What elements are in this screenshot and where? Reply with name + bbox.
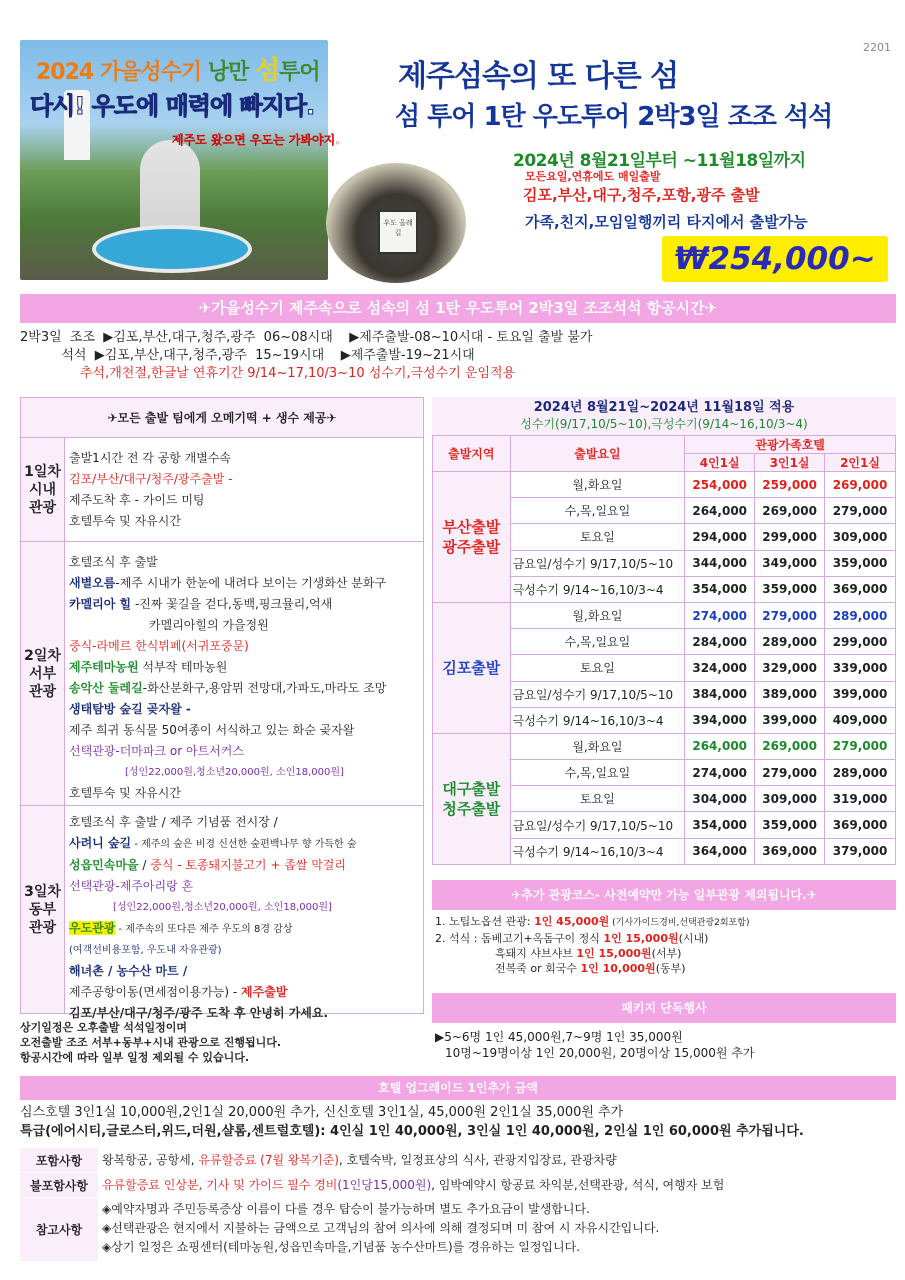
price-cell: 364,000 [685,838,755,864]
day-cell: 극성수기 9/14~16,10/3~4 [510,576,685,602]
itinerary-note [20,1020,424,1065]
price-cell: 409,000 [825,707,896,733]
note-line: 항공시간에 따라 일부 일정 제외될 수 있습니다. [20,1051,250,1064]
upgrade-body [20,1103,896,1141]
price-cell: 294,000 [685,524,755,550]
day-cell: 수,목,일요일 [510,760,685,786]
price-cell: 254,000 [685,472,755,498]
region-cell: 대구출발 청주출발 [433,733,511,864]
price-cell: 369,000 [755,838,825,864]
price-cell: 359,000 [755,812,825,838]
day-cell: 수,목,일요일 [510,629,685,655]
package-line: 10명~19명이상 1인 20,000원, 20명이상 15,000원 추가 [445,1046,755,1060]
header-right-2: 섬 투어 1탄 우도투어 2박3일 조조 석석 [395,102,833,132]
price-cell: 299,000 [755,524,825,550]
day3-line: 사려니 숲길 - 제주의 숲은 비경 신선한 숲편백나무 향 가득한 숲 [69,836,357,850]
header-right-4: 모든요일,연휴에도 매일출발 [525,170,661,183]
included-value: 왕복항공, 공항세, 유류할증료 (7월 왕복기준), 호텔숙박, 일정표상의 식사, 관광지입장료, 관광차량 [102,1153,617,1167]
day1-line: 호텔투숙 및 자유시간 [69,514,181,528]
day-cell: 극성수기 9/14~16,10/3~4 [510,707,685,733]
day-cell: 금요일/성수기 9/17,10/5~10 [510,550,685,576]
day2-line: 카멜리아 힐 -진짜 꽃길을 걷다,동백,핑크뮬리,억새 [69,597,333,611]
price-cell: 269,000 [755,498,825,524]
price-cell: 299,000 [825,629,896,655]
price-cell: 269,000 [825,472,896,498]
excluded-value: 유류할증료 인상분, 기사 및 가이드 필수 경비(1인당15,000원), 임박예약시 항공료 차익분,선택관광, 석식, 여행자 보험 [102,1178,725,1192]
price-cell: 279,000 [825,733,896,759]
day2-line: 카멜리아힐의 가을정원 [149,618,269,632]
price-cell: 389,000 [755,681,825,707]
price-cell: 354,000 [685,576,755,602]
price-cell: 379,000 [825,838,896,864]
header-right-5: 김포,부산,대구,청주,포항,광주 출발 [523,186,760,204]
day2-line: 송악산 둘레길-화산분화구,용암뮈 전망대,가파도,마라도 조망 [69,681,387,695]
day2-line: 호텔조식 후 출발 [69,555,158,569]
price-cell: 349,000 [755,550,825,576]
price-row [433,602,896,628]
day-cell: 토요일 [510,524,685,550]
col-2: 2인1실 [825,454,896,472]
price-header [432,397,896,435]
flight-line-3: 추석,개천절,한글날 연휴기간 9/14~17,10/3~10 성수기,극성수기 운임적용 [80,366,516,381]
upgrade-line: 심스호텔 3인1실 10,000원,2인1실 20,000원 추가, 신신호텔 3인1실, 45,000원 2인1실 35,000원 추가 [20,1105,624,1120]
day3-row [21,806,423,1020]
day1-label: 1일차 시내 관광 [21,438,65,541]
day-cell: 월,화요일 [510,602,685,628]
day2-label: 2일차 서부 관광 [21,542,65,805]
extra-line: 2. 석식 : 돔베고기+옥돔구이 정식 1인 15,000원(시내) [435,932,709,945]
day2-line: 제주 희귀 동식물 50여종이 서식하고 있는 화순 곶자왈 [69,723,355,737]
price-cell: 369,000 [825,576,896,602]
header-right-6: 가족,친지,모임일행끼리 타지에서 출발가능 [525,213,808,231]
excluded-label: 불포함사항 [20,1173,98,1197]
excluded-row [20,1173,896,1198]
price-cell: 274,000 [685,760,755,786]
extra-bar: ✈추가 관광코스- 사전예약만 가능 일부관광 제외됩니다.✈ [432,880,896,910]
col-4: 4인1실 [685,454,755,472]
extra-line: 흑돼지 샤브샤브 1인 15,000원(서부) [495,947,682,960]
notes-value [98,1198,896,1261]
day-cell: 수,목,일요일 [510,498,685,524]
price-cell: 259,000 [755,472,825,498]
package-bar: 패키지 단독행사 [432,993,896,1023]
day3-line: 우도관광 - 제주속의 또다른 제주 우도의 8경 감상 [69,921,293,935]
price-cell: 304,000 [685,786,755,812]
price-season: 성수기(9/17,10/5~10),극성수기(9/14~16,10/3~4) [520,417,808,431]
price-cell: 399,000 [755,707,825,733]
udo-sign: 우도 올레길 [378,210,418,254]
header-title-1: 2024 가을성수기 낭만 섬투어 [36,56,320,86]
price-cell: 269,000 [755,733,825,759]
day1-row [21,438,423,542]
price-section [432,397,896,875]
included-label: 포함사항 [20,1148,98,1172]
header-right-1: 제주섬속의 또 다른 섬 [398,59,679,94]
region-cell: 김포출발 [433,602,511,733]
price-table [432,435,896,865]
price-cell: 399,000 [825,681,896,707]
day2-line: [성인22,000원,청소년20,000원, 소인18,000원] [125,767,344,778]
day2-body [65,542,423,805]
price-cell: 309,000 [825,524,896,550]
extra-body [432,914,896,976]
day3-line: [성인22,000원,청소년20,000원, 소인18,000원] [113,902,332,913]
package-line: ▶5~6명 1인 45,000원,7~9명 1인 35,000원 [435,1030,683,1044]
price-cell: 354,000 [685,812,755,838]
price-cell: 384,000 [685,681,755,707]
price-cell: 284,000 [685,629,755,655]
day2-line: 제주테마농원 석부작 테마농원 [69,660,228,674]
info-table [20,1148,896,1262]
notes-line: ◈상기 일정은 쇼핑센터(테마농원,성읍민속마을,기념품 농수산마트)를 경유하는 일정입니다. [102,1240,581,1254]
price-cell: 279,000 [755,602,825,628]
day-cell: 금요일/성수기 9/17,10/5~10 [510,812,685,838]
price-cell: 289,000 [825,602,896,628]
day-cell: 월,화요일 [510,472,685,498]
price-period: 2024년 8월21일~2024년 11월18일 적용 [533,400,795,415]
note-line: 상기일정은 오후출발 석석일정이며 [20,1021,188,1034]
price-cell: 359,000 [755,576,825,602]
itinerary [20,397,424,1020]
header-title-3: 제주도 왔으면 우도는 가봐야지. [172,133,340,147]
day2-line: 중식-라메르 한식뷔페(서귀포중문) [69,639,249,653]
price-cell: 279,000 [825,498,896,524]
notes-line: ◈예약자명과 주민등록증상 이름이 다를 경우 탑승이 불가능하며 별도 추가요금이 발생합니다. [102,1202,590,1216]
note-line: 오전출발 조조 서부+동부+시내 관광으로 진행됩니다. [20,1036,282,1049]
col-region: 출발지역 [433,436,511,472]
header-right-3: 2024년 8월21일부터 ~11월18일까지 [513,151,806,171]
price-cell: 339,000 [825,655,896,681]
col-hotel: 관광가족호텔 [685,436,896,454]
price-cell: 394,000 [685,707,755,733]
day-cell: 극성수기 9/14~16,10/3~4 [510,838,685,864]
day-cell: 토요일 [510,786,685,812]
price-cell: 264,000 [685,498,755,524]
price-cell: 359,000 [825,550,896,576]
flight-line-1: 2박3일 조조 ▶김포,부산,대구,청주,광주 06~08시대 ▶제주출발-08~10시대 - 토요일 출발 불가 [20,330,593,345]
region-cell: 부산출발 광주출발 [433,472,511,603]
extra-line: 전복죽 or 회국수 1인 10,000원(동부) [495,962,686,975]
upgrade-line: 특급(에어시티,글로스터,위드,더원,샬롬,센트럴호텔): 4인실 1인 40,000원, 3인실 1인 40,000원, 2인실 1인 60,000원 추가됩니다. [20,1124,804,1139]
day3-line: (여객선비용포함, 우도내 자유관광) [69,945,222,956]
price-cell: 289,000 [755,629,825,655]
day1-line: 출발1시간 전 각 공항 개별수속 [69,451,231,465]
price-row [433,472,896,498]
day2-row [21,542,423,806]
notes-label: 참고사항 [20,1198,98,1261]
day3-line: 해녀촌 / 농수산 마트 / [69,964,188,978]
price-cell: 289,000 [825,760,896,786]
header-title-2: 다시! 우도에 매력에 빠지다. [30,92,315,120]
price-cell: 344,000 [685,550,755,576]
itinerary-top: ✈모든 출발 팀에게 오메기떡 + 생수 제공✈ [21,398,423,438]
flight-bar: ✈가을성수기 제주속으로 섬속의 섬 1탄 우도투어 2박3일 조조석석 항공시간✈ [20,294,896,323]
day-cell: 금요일/성수기 9/17,10/5~10 [510,681,685,707]
price-row [433,733,896,759]
price-tag: ₩254,000~ [662,236,888,282]
price-cell: 309,000 [755,786,825,812]
day2-line: 생태탐방 숲길 곶자왈 - [69,702,191,716]
price-cell: 369,000 [825,812,896,838]
day1-line: 제주도착 후 - 가이드 미팅 [69,493,205,507]
col-day: 출발요일 [510,436,685,472]
price-cell: 319,000 [825,786,896,812]
col-3: 3인1실 [755,454,825,472]
day2-line: 새별오름-제주 시내가 한눈에 내려다 보이는 기생화산 분화구 [69,576,387,590]
price-cell: 329,000 [755,655,825,681]
upgrade-bar: 호텔 업그레이드 1인추가 금액 [20,1076,896,1100]
day3-line: 김포/부산/대구/청주/광주 도착 후 안녕히 가세요. [69,1006,329,1020]
price-cell: 264,000 [685,733,755,759]
price-cell: 274,000 [685,602,755,628]
day3-body [65,806,423,1020]
day3-line: 선택관광-제주아리랑 혼 [69,879,194,893]
day-cell: 월,화요일 [510,733,685,759]
notes-row [20,1198,896,1262]
day2-line: 선택관광-더마파크 or 아트서커스 [69,744,244,758]
package-body [432,1029,896,1061]
day3-line: 성읍민속마을 / 중식 - 토종돼지불고기 + 좁쌀 막걸리 [69,858,346,872]
day3-line: 제주공항이동(면세점이용가능) - 제주출발 [69,985,288,999]
price-cell: 324,000 [685,655,755,681]
day1-line: 김포/부산/대구/청주/광주출발 - [69,472,233,486]
day3-label: 3일차 동부 관광 [21,806,65,1013]
day2-line: 호텔투숙 및 자유시간 [69,786,181,800]
day-cell: 토요일 [510,655,685,681]
flight-line-2: 석석 ▶김포,부산,대구,청주,광주 15~19시대 ▶제주출발-19~21시대 [20,348,475,363]
day3-line: 호텔조식 후 출발 / 제주 기념품 전시장 / [69,815,278,829]
price-cell: 279,000 [755,760,825,786]
included-row [20,1148,896,1173]
day1-body [65,438,423,541]
doc-code: 2201 [863,41,891,54]
extra-line: 1. 노팁노옵션 관광: 1인 45,000원 (기사가이드경비,선택관광2회포함) [435,915,750,928]
flight-times [20,326,896,390]
notes-line: ◈선택관광은 현지에서 지불하는 금액으로 고객님의 참여 의사에 의해 결정되며 미 참여 시 자유시간입니다. [102,1221,660,1235]
pool-image [92,225,252,273]
